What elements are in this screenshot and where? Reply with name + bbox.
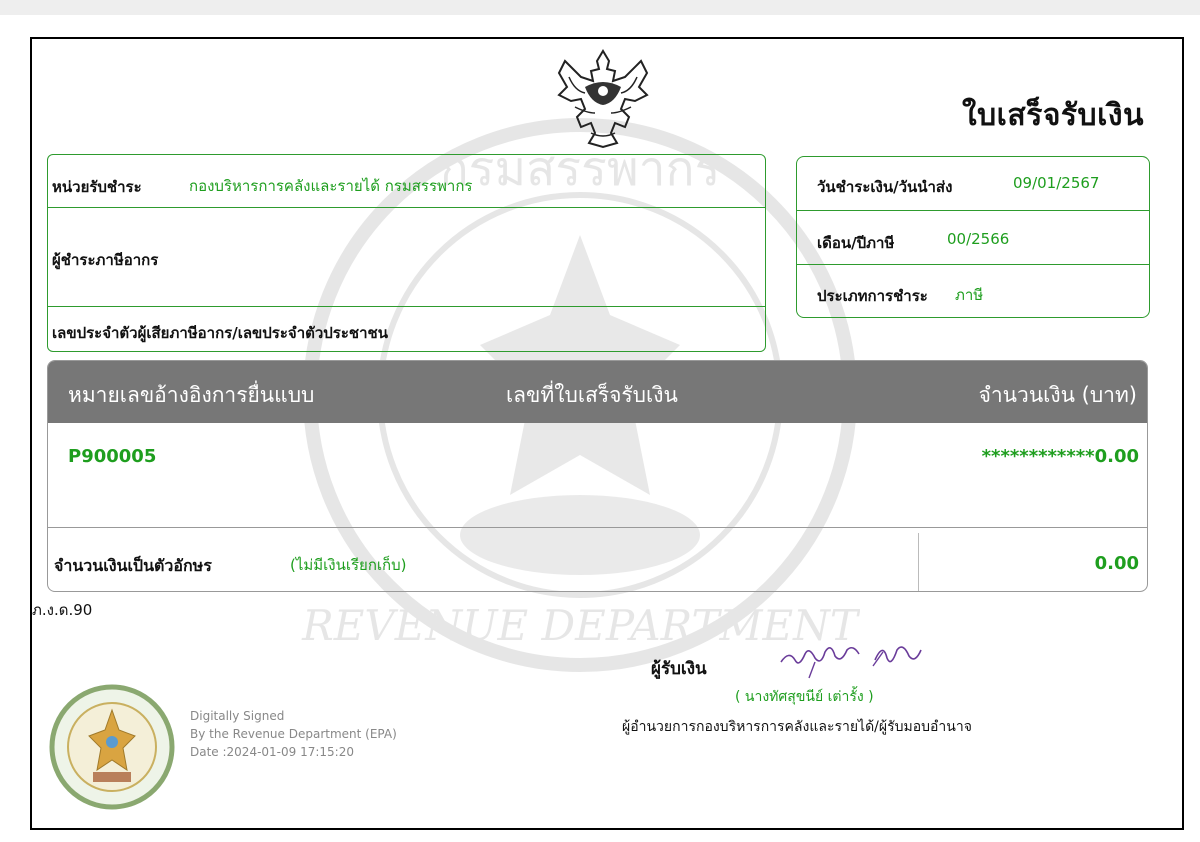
signature-line-3: Date :2024-01-09 17:15:20 [190,745,354,759]
tax-period-value: 00/2566 [947,230,1010,248]
tax-period-label: เดือน/ปีภาษี [817,234,895,252]
unit-label: หน่วยรับชำระ [52,178,142,196]
receiver-label: ผู้รับเงิน [651,659,707,679]
payment-date-value: 09/01/2567 [1013,174,1100,192]
column-header-receipt-no: เลขที่ใบเสร็จรับเงิน [506,383,678,407]
garuda-emblem-icon [555,47,651,150]
divider [48,207,765,208]
table-header [48,361,1147,423]
divider [48,527,1147,528]
divider [797,264,1149,265]
column-header-reference: หมายเลขอ้างอิงการยื่นแบบ [68,383,315,407]
divider [48,306,765,307]
payment-date-label: วันชำระเงิน/วันนำส่ง [817,178,953,196]
amount-text-value: (ไม่มีเงินเรียกเก็บ) [290,556,407,574]
revenue-department-seal-icon [49,684,175,810]
amount-text-label: จำนวนเงินเป็นตัวอักษร [54,556,212,575]
amount-value: ************0.00 [981,446,1139,467]
column-header-amount: จำนวนเงิน (บาท) [978,383,1137,407]
unit-value: กองบริหารการคลังและรายได้ กรมสรรพากร [189,177,473,195]
receiver-name: ( นางทัศสุขนีย์ เต่ารั้ง ) [735,689,874,705]
payment-info-box [796,156,1150,318]
payer-info-box [47,154,766,352]
tax-id-label: เลขประจำตัวผู้เสียภาษีอากร/เลขประจำตัวประชาชน [52,324,388,342]
divider [918,533,919,592]
divider [797,210,1149,211]
payment-table [47,360,1148,592]
payment-type-value: ภาษี [955,286,984,304]
signature-line-2: By the Revenue Department (EPA) [190,727,397,741]
total-amount: 0.00 [1094,553,1139,574]
form-code: ภ.ง.ด.90 [32,601,93,619]
handwritten-signature [775,632,935,680]
payer-label: ผู้ชำระภาษีอากร [52,251,159,269]
reference-number: P900005 [68,446,157,467]
payment-type-label: ประเภทการชำระ [817,287,928,305]
top-bar [0,0,1200,15]
signature-line-1: Digitally Signed [190,709,285,723]
document-title: ใบเสร็จรับเงิน [961,98,1144,133]
receiver-position: ผู้อำนวยการกองบริหารการคลังและรายได้/ผู้รับมอบอำนาจ [622,719,972,735]
